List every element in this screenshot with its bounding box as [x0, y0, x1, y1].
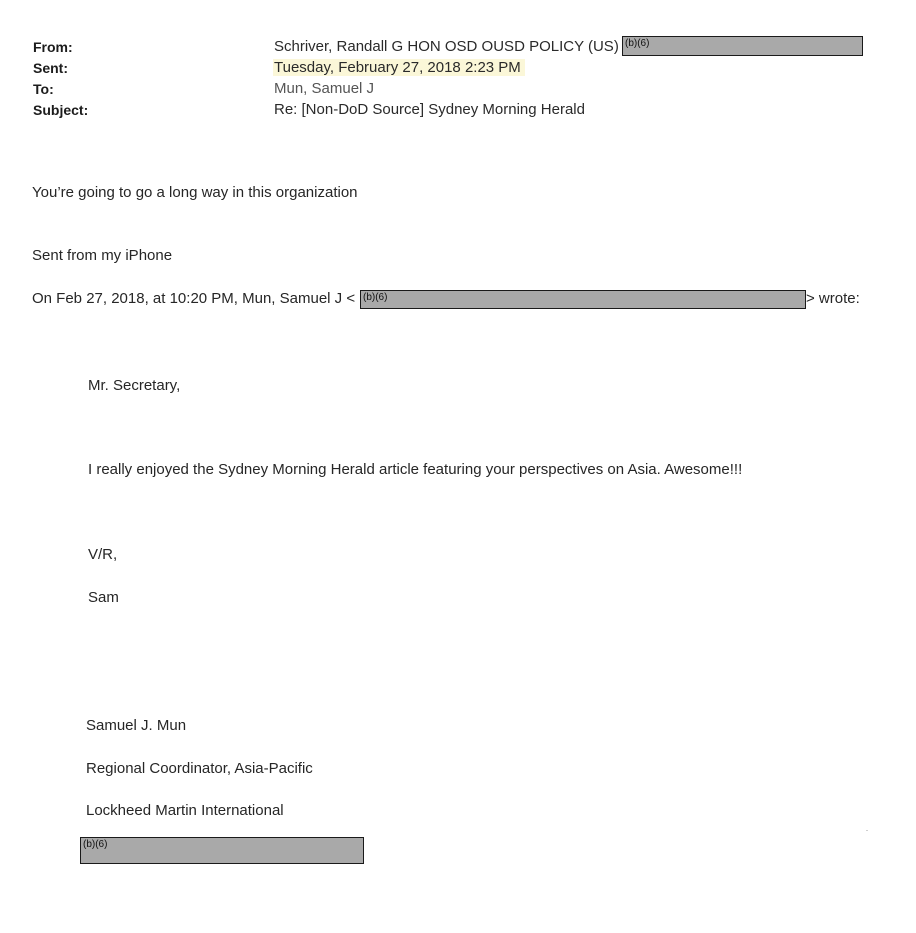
redaction-code: (b)(6)	[83, 839, 108, 850]
scan-speck	[866, 830, 868, 831]
quote-intro: On Feb 27, 2018, at 10:20 PM, Mun, Samuel J <	[32, 290, 356, 307]
to-label: To:	[33, 81, 54, 97]
quoted-closing: V/R,	[88, 546, 118, 563]
signature-name: Samuel J. Mun	[86, 717, 187, 734]
sent-value	[274, 59, 525, 77]
reply-message: You’re going to go a long way in this organization	[32, 184, 358, 201]
quoted-salutation: Mr. Secretary,	[88, 377, 181, 394]
quoted-email-redaction	[360, 290, 806, 309]
quoted-body: I really enjoyed the Sydney Morning Herald article featuring your perspectives on Asia. Awesome!!!	[88, 461, 743, 478]
sent-label: Sent:	[33, 60, 68, 76]
from-value: Schriver, Randall G HON OSD OUSD POLICY (US)	[274, 38, 619, 55]
sent-value-highlight: Tuesday, February 27, 2018 2:23 PM	[273, 59, 525, 76]
quoted-name-short: Sam	[88, 589, 119, 606]
signature-title: Regional Coordinator, Asia-Pacific	[86, 760, 313, 777]
redaction-code: (b)(6)	[363, 292, 388, 303]
to-value: Mun, Samuel J	[274, 80, 375, 97]
redaction-code: (b)(6)	[625, 38, 650, 49]
signature-contact-redaction	[80, 837, 364, 864]
sent-from-line: Sent from my iPhone	[32, 247, 173, 264]
from-email-redaction	[622, 36, 863, 56]
from-label: From:	[33, 39, 73, 55]
subject-label: Subject:	[33, 102, 89, 118]
quote-tail: > wrote:	[806, 290, 860, 307]
subject-value: Re: [Non-DoD Source] Sydney Morning Herald	[274, 101, 585, 118]
signature-company: Lockheed Martin International	[86, 802, 284, 819]
